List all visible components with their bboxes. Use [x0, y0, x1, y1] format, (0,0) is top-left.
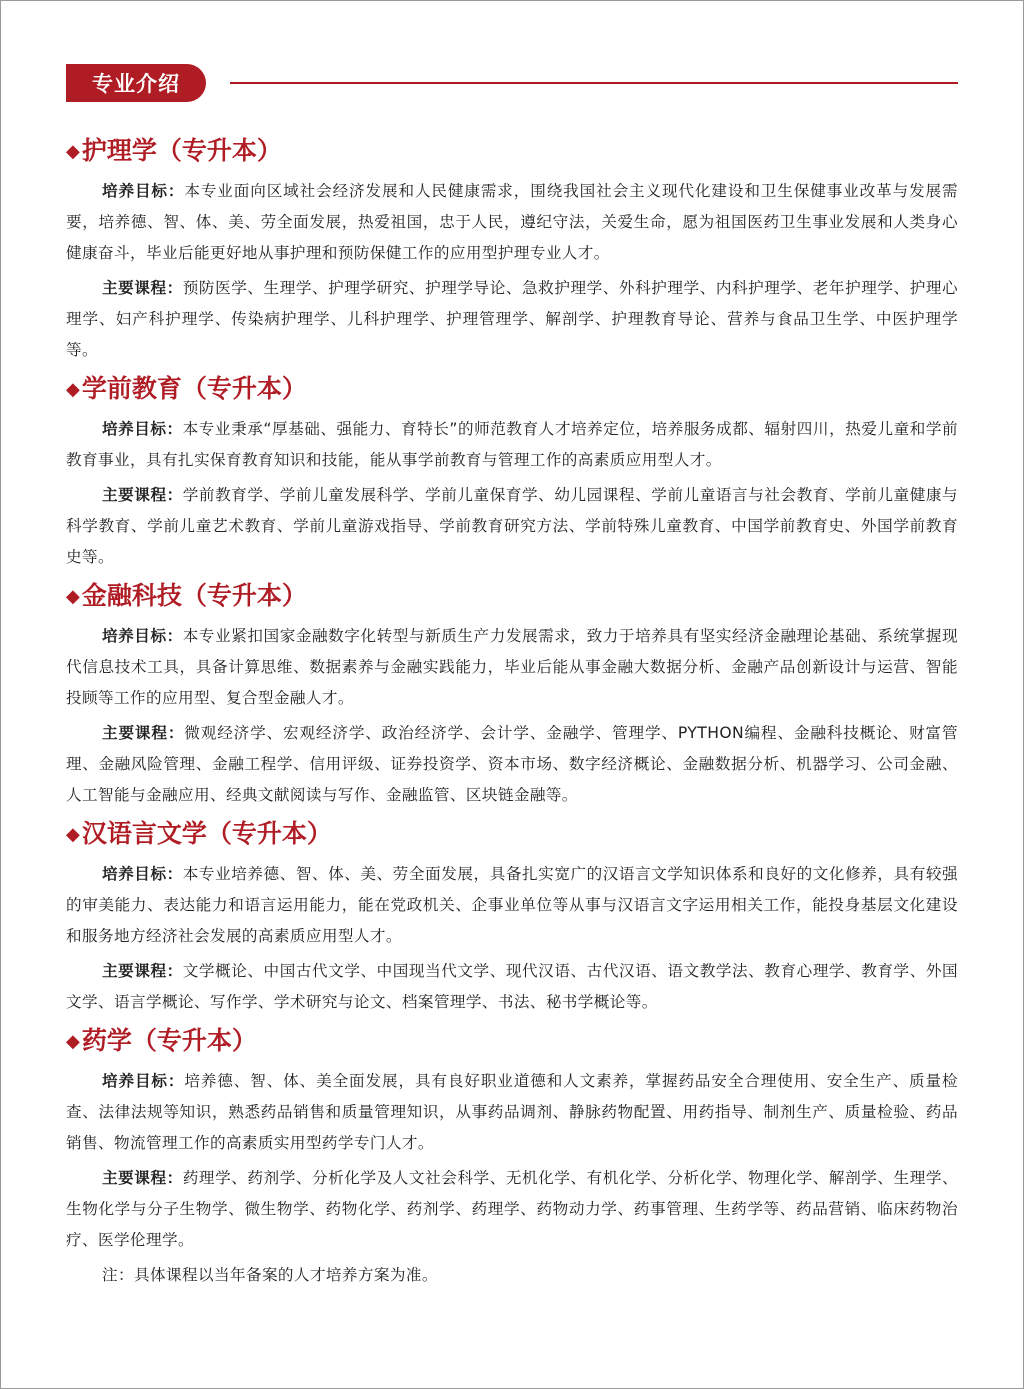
program-title-text: 护理学（专升本） — [81, 136, 282, 165]
program-title — [66, 577, 958, 615]
goal-paragraph — [66, 414, 958, 476]
courses-paragraph — [66, 273, 958, 366]
diamond-icon: ◆ — [66, 586, 80, 607]
program-chinese-literature — [66, 815, 958, 1018]
courses-text: 学前教育学、学前儿童发展科学、学前儿童保育学、幼儿园课程、学前儿童语言与社会教育、学前儿童健康与科学教育、学前儿童艺术教育、学前儿童游戏指导、学前教育研究方法、学前特殊儿童教育、中国学前教育史、外国学前教育史等。 — [66, 486, 958, 566]
program-title — [66, 370, 958, 408]
program-title — [66, 132, 958, 170]
program-title-text: 药学（专升本） — [81, 1026, 257, 1055]
goal-text: 本专业秉承“厚基础、强能力、育特长”的师范教育人才培养定位，培养服务成都、辐射四川，热爱儿童和学前教育事业，具有扎实保育教育知识和技能，能从事学前教育与管理工作的高素质应用型人才。 — [66, 420, 958, 469]
section-tab: 专业介绍 — [66, 64, 206, 102]
courses-label: 主要课程： — [102, 724, 185, 742]
courses-label: 主要课程： — [102, 486, 183, 504]
goal-label: 培养目标： — [102, 420, 183, 438]
goal-label: 培养目标： — [102, 627, 183, 645]
diamond-icon: ◆ — [66, 379, 80, 400]
goal-label: 培养目标： — [102, 1072, 185, 1090]
courses-label: 主要课程： — [102, 962, 183, 980]
program-title-text: 学前教育（专升本） — [81, 374, 307, 403]
goal-text: 培养德、智、体、美全面发展，具有良好职业道德和人文素养，掌握药品安全合理使用、安全生产、质量检查、法律法规等知识，熟悉药品销售和质量管理知识，从事药品调剂、静脉药物配置、用药指导、制剂生产、质量检验、药品销售、物流管理工作的高素质实用型药学专门人才。 — [66, 1072, 958, 1152]
goal-paragraph — [66, 176, 958, 269]
courses-text: 药理学、药剂学、分析化学及人文社会科学、无机化学、有机化学、分析化学、物理化学、解剖学、生理学、生物化学与分子生物学、微生物学、药物化学、药剂学、药理学、药物动力学、药事管理、生药学等、药品营销、临床药物治疗、医学伦理学。 — [66, 1169, 958, 1249]
goal-text: 本专业面向区域社会经济发展和人民健康需求，围绕我国社会主义现代化建设和卫生保健事业改革与发展需要，培养德、智、体、美、劳全面发展，热爱祖国，忠于人民，遵纪守法，关爱生命，愿为祖国医药卫生事业发展和人类身心健康奋斗，毕业后能更好地从事护理和预防保健工作的应用型护理专业人才。 — [66, 182, 958, 262]
goal-label: 培养目标： — [102, 182, 185, 200]
courses-text: 预防医学、生理学、护理学研究、护理学导论、急救护理学、外科护理学、内科护理学、老年护理学、护理心理学、妇产科护理学、传染病护理学、儿科护理学、护理管理学、解剖学、护理教育导论、营养与食品卫生学、中医护理学等。 — [66, 279, 958, 359]
diamond-icon: ◆ — [66, 824, 80, 845]
program-preschool — [66, 370, 958, 573]
diamond-icon: ◆ — [66, 1031, 80, 1052]
program-title — [66, 1022, 958, 1060]
goal-paragraph — [66, 859, 958, 952]
courses-label: 主要课程： — [102, 1169, 183, 1187]
courses-text: 微观经济学、宏观经济学、政治经济学、会计学、金融学、管理学、PYTHON编程、金融科技概论、财富管理、金融风险管理、金融工程学、信用评级、证券投资学、资本市场、数字经济概论、金融数据分析、机器学习、公司金融、人工智能与金融应用、经典文献阅读与写作、金融监管、区块链金融等。 — [66, 724, 958, 804]
goal-text: 本专业培养德、智、体、美、劳全面发展，具备扎实宽广的汉语言文学知识体系和良好的文化修养，具有较强的审美能力、表达能力和语言运用能力，能在党政机关、企事业单位等从事与汉语言文字运用相关工作，能投身基层文化建设和服务地方经济社会发展的高素质应用型人才。 — [66, 865, 958, 945]
program-fintech — [66, 577, 958, 811]
goal-paragraph — [66, 621, 958, 714]
courses-label: 主要课程： — [102, 279, 183, 297]
courses-paragraph — [66, 480, 958, 573]
program-pharmacy — [66, 1022, 958, 1291]
program-list — [66, 130, 958, 1291]
courses-text: 文学概论、中国古代文学、中国现当代文学、现代汉语、古代汉语、语文教学法、教育心理学、教育学、外国文学、语言学概论、写作学、学术研究与论文、档案管理学、书法、秘书学概论等。 — [66, 962, 958, 1011]
program-nursing — [66, 132, 958, 366]
courses-paragraph — [66, 956, 958, 1018]
goal-label: 培养目标： — [102, 865, 183, 883]
goal-paragraph — [66, 1066, 958, 1159]
footnote: 注：具体课程以当年备案的人才培养方案为准。 — [102, 1266, 438, 1284]
courses-paragraph — [66, 718, 958, 811]
program-title — [66, 815, 958, 853]
program-title-text: 汉语言文学（专升本） — [81, 819, 332, 848]
goal-text: 本专业紧扣国家金融数字化转型与新质生产力发展需求，致力于培养具有坚实经济金融理论基础、系统掌握现代信息技术工具，具备计算思维、数据素养与金融实践能力，毕业后能从事金融大数据分析、金融产品创新设计与运营、智能投顾等工作的应用型、复合型金融人才。 — [66, 627, 958, 707]
program-title-text: 金融科技（专升本） — [81, 581, 307, 610]
header-rule — [230, 82, 958, 84]
courses-paragraph — [66, 1163, 958, 1256]
diamond-icon: ◆ — [66, 141, 80, 162]
